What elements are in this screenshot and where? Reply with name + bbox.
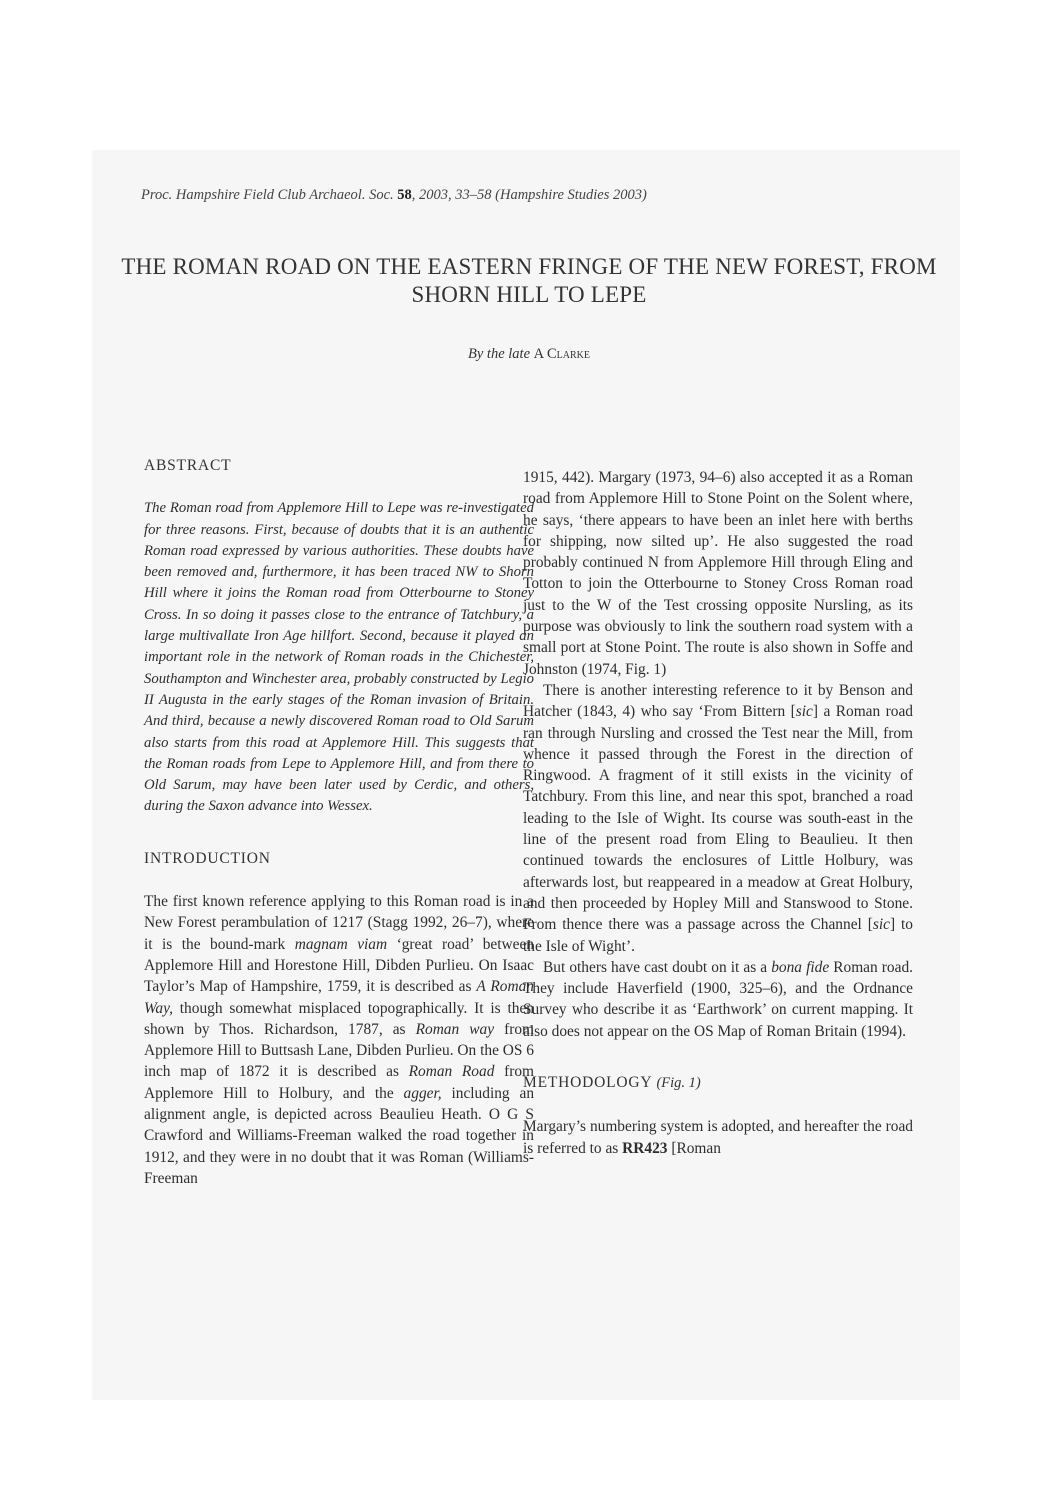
right-column — [523, 467, 913, 1159]
left-column — [144, 455, 534, 1189]
paragraph-methodology: Margary’s numbering system is adopted, and hereafter the road is referred to as RR423 [Roman — [523, 1118, 913, 1157]
introduction-heading: INTRODUCTION — [144, 849, 271, 867]
abstract-text: The Roman road from Applemore Hill to Lepe was re-investigated for three reasons. First, because of doubts that it is an authentic Roman road expressed by various authorities. These doubts have been removed and, furthermore, it has been traced NW to Shorn Hill where it joins the Roman road from Otterbourne to Stoney Cross. In so doing it passes close to the entrance of Tatchbury, a large multivallate Iron Age hillfort. Second, because it played an important role in the network of Roman roads in the Chichester, Southampton and Winchester area, probably constructed by Legio II Augusta in the early stages of the Roman invasion of Britain. And third, because a newly discovered Roman road to Old Sarum also starts from this road at Applemore Hill. This suggests that the Roman roads from Lepe to Applemore Hill, and from there to Old Sarum, may have been later used by Cerdic, and others, during the Saxon advance into Wessex. — [144, 500, 534, 815]
introduction-paragraph: The first known reference applying to this Roman road is in a New Forest perambulation of 1217 (Stagg 1992, 26–7), where it is the bound-mark magnam viam ‘great road’ between Applemore Hill and Horestone Hill, Dibden Purlieu. On Isaac Taylor’s Map of Hampshire, 1759, it is described as A Roman Way, though somewhat misplaced topographically. It is then shown by Thos. Richardson, 1787, as Roman way from Applemore Hill to Buttsash Lane, Dibden Purlieu. On the OS 6 inch map of 1872 it is described as Roman Road from Applemore Hill to Holbury, and the agger, including an alignment angle, is depicted across Beaulieu Heath. O G S Crawford and Williams-Freeman walked the road together in 1912, and they were in no doubt that it was Roman (Williams-Freeman — [144, 893, 535, 1187]
article-title: THE ROMAN ROAD ON THE EASTERN FRINGE OF THE NEW FOREST, FROM SHORN HILL TO LEPE — [121, 254, 937, 307]
paragraph-margary: 1915, 442). Margary (1973, 94–6) also accepted it as a Roman road from Applemore Hill to Stone Point on the Solent where, he says, ‘there appears to have been an inlet here with berths for shipping, now silted up’. He also suggested the road probably continued N from Applemore Hill through Eling and Totton to join the Otterbourne to Stoney Cross Roman road just to the W of the Test crossing opposite Nursling, as its purpose was obviously to link the southern road system with a small port at Stone Point. The route is also shown in Soffe and Johnston (1974, Fig. 1) — [523, 469, 913, 678]
abstract-heading: ABSTRACT — [144, 457, 232, 474]
author-name: A Clarke — [533, 346, 590, 362]
methodology-heading: METHODOLOGY (Fig. 1) — [523, 1074, 701, 1092]
paragraph-doubts: But others have cast doubt on it as a bona fide Roman road. They include Haverfield (1900, 325–6), and the Ordnance Survey who describe it as ‘Earthwork’ on current mapping. It also does not appear on the OS Map of Roman Britain (1994). — [523, 958, 913, 1040]
road-number: RR423 — [622, 1139, 668, 1157]
figure-reference: (Fig. 1) — [656, 1075, 701, 1092]
journal-citation: Proc. Hampshire Field Club Archaeol. Soc. 58, 2003, 33–58 (Hampshire Studies 2003) — [141, 187, 647, 203]
volume-number: 58 — [397, 187, 412, 203]
paragraph-benson-hatcher: There is another interesting reference to it by Benson and Hatcher (1843, 4) who say ‘From Bittern [sic] a Roman road ran through Nursling and crossed the Test near the Mill, from whence it passed through the Forest in the direction of Ringwood. A fragment of it still exists in the vicinity of Tatchbury. From this line, and near this spot, branched a road leading to the Isle of Wight. Its course was south-east in the line of the present road from Eling to Beaulieu. It then continued towards the enclosures of Little Holbury, was afterwards lost, but reappeared in a meadow at Great Holbury, and then proceeded by Hopley Mill and Stanswood to Stone. From thence there was a passage across the Channel [sic] to the Isle of Wight’. — [523, 681, 913, 955]
byline: By the late A Clarke — [468, 346, 590, 362]
